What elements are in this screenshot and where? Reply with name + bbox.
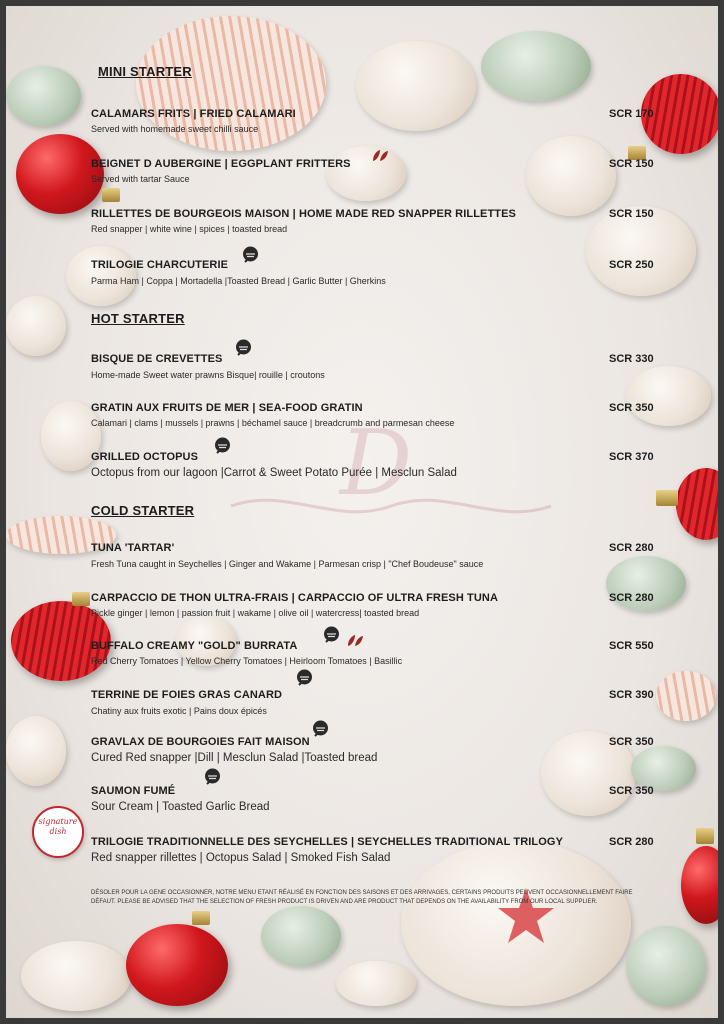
section-title-mini-starter: MINI STARTER	[98, 64, 192, 79]
vegetarian-leaf-icon	[371, 149, 389, 163]
section-title-cold-starter: COLD STARTER	[91, 503, 195, 518]
availability-disclaimer: DÉSOLER POUR LA GENE OCCASIONNER, NOTRE MENU ETANT RÉALISÉ EN FONCTION DES SAISONS ET DES ARRIVAGES, CERTAINS PRODUITS PEUVENT OCCASIONNELLEMENT FAIRE DÉFAUT. PLEASE BE ADVISED THAT THE SELECTION OF FRESH PRODUCT IS DRIVEN AND ARE PRODUCT THAT DEPENDS ON THE AVAILABILITY FROM OUR LOCAL SUPPLIER.	[91, 890, 633, 905]
item-name: BEIGNET D AUBERGINE | EGGPLANT FRITTERS	[91, 158, 351, 170]
item-price: SCR 150	[609, 158, 654, 170]
item-description: Chatiny aux fruits exotic | Pains doux épicés	[91, 706, 267, 716]
menu-content	[6, 6, 718, 1018]
item-price: SCR 250	[609, 259, 654, 271]
item-description: Parma Ham | Coppa | Mortadella |Toasted Bread | Garlic Butter | Gherkins	[91, 276, 386, 286]
section-title-hot-starter: HOT STARTER	[91, 311, 185, 326]
item-price: SCR 170	[609, 108, 654, 120]
badge-label: signature dish	[38, 817, 78, 836]
item-name: BISQUE DE CREVETTES	[91, 353, 223, 365]
item-description: Cured Red snapper |Dill | Mesclun Salad |Toasted bread	[91, 752, 378, 764]
item-name: TRILOGIE CHARCUTERIE	[91, 259, 229, 271]
item-price: SCR 390	[609, 689, 654, 701]
item-price: SCR 280	[609, 592, 654, 604]
item-description: Red snapper rillettes | Octopus Salad | Smoked Fish Salad	[91, 852, 391, 864]
vegetarian-leaf-icon	[346, 634, 364, 648]
item-name: GRATIN AUX FRUITS DE MER | SEA-FOOD GRATIN	[91, 402, 363, 414]
item-description: Fresh Tuna caught in Seychelles | Ginger and Wakame | Parmesan crisp | "Chef Boudeuse" sauce	[91, 559, 484, 569]
item-description: Red Cherry Tomatoes | Yellow Cherry Tomatoes | Heirloom Tomatoes | Basillic	[91, 656, 403, 666]
item-price: SCR 370	[609, 451, 654, 463]
item-price: SCR 350	[609, 402, 654, 414]
item-description: Pickle ginger | lemon | passion fruit | wakame | olive oil | watercress| toasted bread	[91, 608, 420, 618]
item-name: GRAVLAX DE BOURGOIES FAIT MAISON	[91, 736, 310, 748]
watermark-logo: D	[339, 411, 413, 516]
chef-recommendation-icon	[241, 246, 260, 263]
item-price: SCR 150	[609, 208, 654, 220]
item-price: SCR 280	[609, 542, 654, 554]
chef-recommendation-icon	[203, 768, 222, 785]
chef-recommendation-icon	[295, 669, 314, 686]
item-description: Red snapper | white wine | spices | toasted bread	[91, 224, 288, 234]
item-name: SAUMON FUMÉ	[91, 785, 176, 797]
item-name: CARPACCIO DE THON ULTRA-FRAIS | CARPACCIO OF ULTRA FRESH TUNA	[91, 592, 498, 604]
item-name: TERRINE DE FOIES GRAS CANARD	[91, 689, 283, 701]
item-description: Calamari | clams | mussels | prawns | béchamel sauce | breadcrumb and parmesan cheese	[91, 418, 455, 428]
item-name: BUFFALO CREAMY "GOLD" BURRATA	[91, 640, 298, 652]
item-name: TUNA 'TARTAR'	[91, 542, 175, 554]
item-price: SCR 330	[609, 353, 654, 365]
chef-recommendation-icon	[234, 339, 253, 356]
item-description: Home-made Sweet water prawns Bisque| rouille | croutons	[91, 370, 325, 380]
item-name: RILLETTES DE BOURGEOIS MAISON | HOME MADE RED SNAPPER RILLETTES	[91, 208, 516, 220]
menu-page	[6, 6, 718, 1018]
item-price: SCR 350	[609, 736, 654, 748]
item-price: SCR 350	[609, 785, 654, 797]
item-price: SCR 550	[609, 640, 654, 652]
item-description: Octopus from our lagoon |Carrot & Sweet Potato Purée | Mesclun Salad	[91, 467, 457, 479]
item-description: Served with tartar Sauce	[91, 174, 190, 184]
item-price: SCR 280	[609, 836, 654, 848]
item-description: Sour Cream | Toasted Garlic Bread	[91, 801, 270, 813]
item-description: Served with homemade sweet chilli sauce	[91, 124, 259, 134]
chef-recommendation-icon	[311, 720, 330, 737]
item-name: CALAMARS FRITS | FRIED CALAMARI	[91, 108, 296, 120]
chef-recommendation-icon	[322, 626, 341, 643]
chef-recommendation-icon	[213, 437, 232, 454]
item-name: GRILLED OCTOPUS	[91, 451, 199, 463]
item-name: TRILOGIE TRADITIONNELLE DES SEYCHELLES | SEYCHELLES TRADITIONAL TRILOGY	[91, 836, 563, 848]
